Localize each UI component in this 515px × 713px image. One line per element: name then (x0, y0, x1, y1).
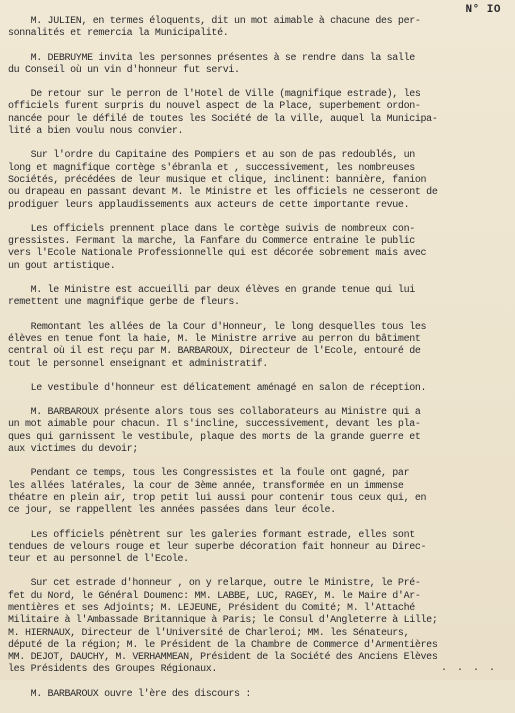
document-body (8, 16, 505, 713)
paragraph-vestibule: Le vestibule d'honneur est délicatement aménagé en salon de réception. (8, 382, 427, 394)
paragraph-cortege: Sur l'ordre du Capitaine des Pompiers et au son de pas redoublés, un long et magnifique cortège s'ébranla et , successivement, les nombreuses Sociétés, précédées de leur musique et clique, inclinent: bannière, fanion ou drapeau en passant devant M. le Ministre et les officiels ne cesseront de prodiguer leurs applaudissements aux acteurs de cette importante revue. (8, 150, 438, 211)
page-number: N° IO (465, 4, 501, 16)
footer-marks: · · · · (440, 665, 497, 676)
paragraph-debruyme: M. DEBRUYME invita les personnes présentes à se rendre dans la salle du Conseil où un vin d'honneur fut servi. (8, 52, 415, 76)
paragraph-estrade: Sur cet estrade d'honneur , on y relarque, outre le Ministre, le Pré- fet du Nord, le Général Doumenc: MM. LABBE, LUC, RAGEY, M. le Maire d'Ar- mentières et ses Adjoints; M. LEJEUNE, Président du Comité; M. l'Attaché Militaire à l'Ambassade Britannique à Paris; le Consul d'Angleterre à Lille; M. HIERNAUX, Directeur de l'Université de Charleroi; MM. les Sénateurs, député de la région; M. le Président de la Chambre de Commerce d'Armentières MM. DEJOT, DAUCHY, M. VERHAMMEAN, Président de la Société des Anciens Elèves les Présidents des Groupes Régionaux. (8, 578, 438, 676)
paragraph-galeries: Les officiels pénètrent sur les galeries formant estrade, elles sont tendues de velours rouge et leur superbe décoration fait honneur au Direc- teur et au personnel de l'Ecole. (8, 529, 427, 566)
paragraph-cour-honneur: Remontant les allées de la Cour d'Honneur, le long desquelles tous les élèves en tenue font la haie, M. le Ministre arrive au perron du bâtiment central où il est reçu par M. BARBAROUX, Directeur de l'Ecole, entouré de tout le personnel enseignant et administratif. (8, 321, 427, 370)
paragraph-congressistes: Pendant ce temps, tous les Congressistes et la foule ont gagné, par les allées latérales, la cour de 3ème année, transformée en un immense théatre en plein air, trop petit lui aussi pour contenir tous ceux qui, en ce jour, se rappellent les années passées dans leur école. (8, 468, 427, 517)
paragraph-ministre-accueil: M. le Ministre est accueilli par deux élèves en grande tenue qui lui remettent une magnifique gerbe de fleurs. (8, 285, 415, 309)
paragraph-perron: De retour sur le perron de l'Hotel de Ville (magnifique estrade), les officiels furent surpris du nouvel aspect de la Place, superbement ordon- nancée pour le défilé de toutes les Société de la ville, auquel la Municipa- lité a bien voulu nous convier. (8, 89, 438, 138)
paragraph-collaborateurs: M. BARBAROUX présente alors tous ses collaborateurs au Ministre qui a un mot aimable pour chacun. Il s'incline, successivement, devant les pla- ques qui garnissent le vestibule, plaque des morts de la grande guerre et aux victimes du devoir; (8, 407, 421, 456)
paragraph-officiels-cortege: Les officiels prennent place dans le cortège suivis de nombreux con- gressistes. Fermant la marche, la Fanfare du Commerce entraine le public vers l'Ecole Nationale Professionnelle qui est décorée sobrement mais avec un gout artistique. (8, 223, 427, 272)
paragraph-discours: M. BARBAROUX ouvre l'ère des discours : (8, 688, 251, 700)
paragraph-julien: M. JULIEN, en termes éloquents, dit un mot aimable à chacune des per- sonnalités et remercia la Municipalité. (8, 16, 421, 40)
